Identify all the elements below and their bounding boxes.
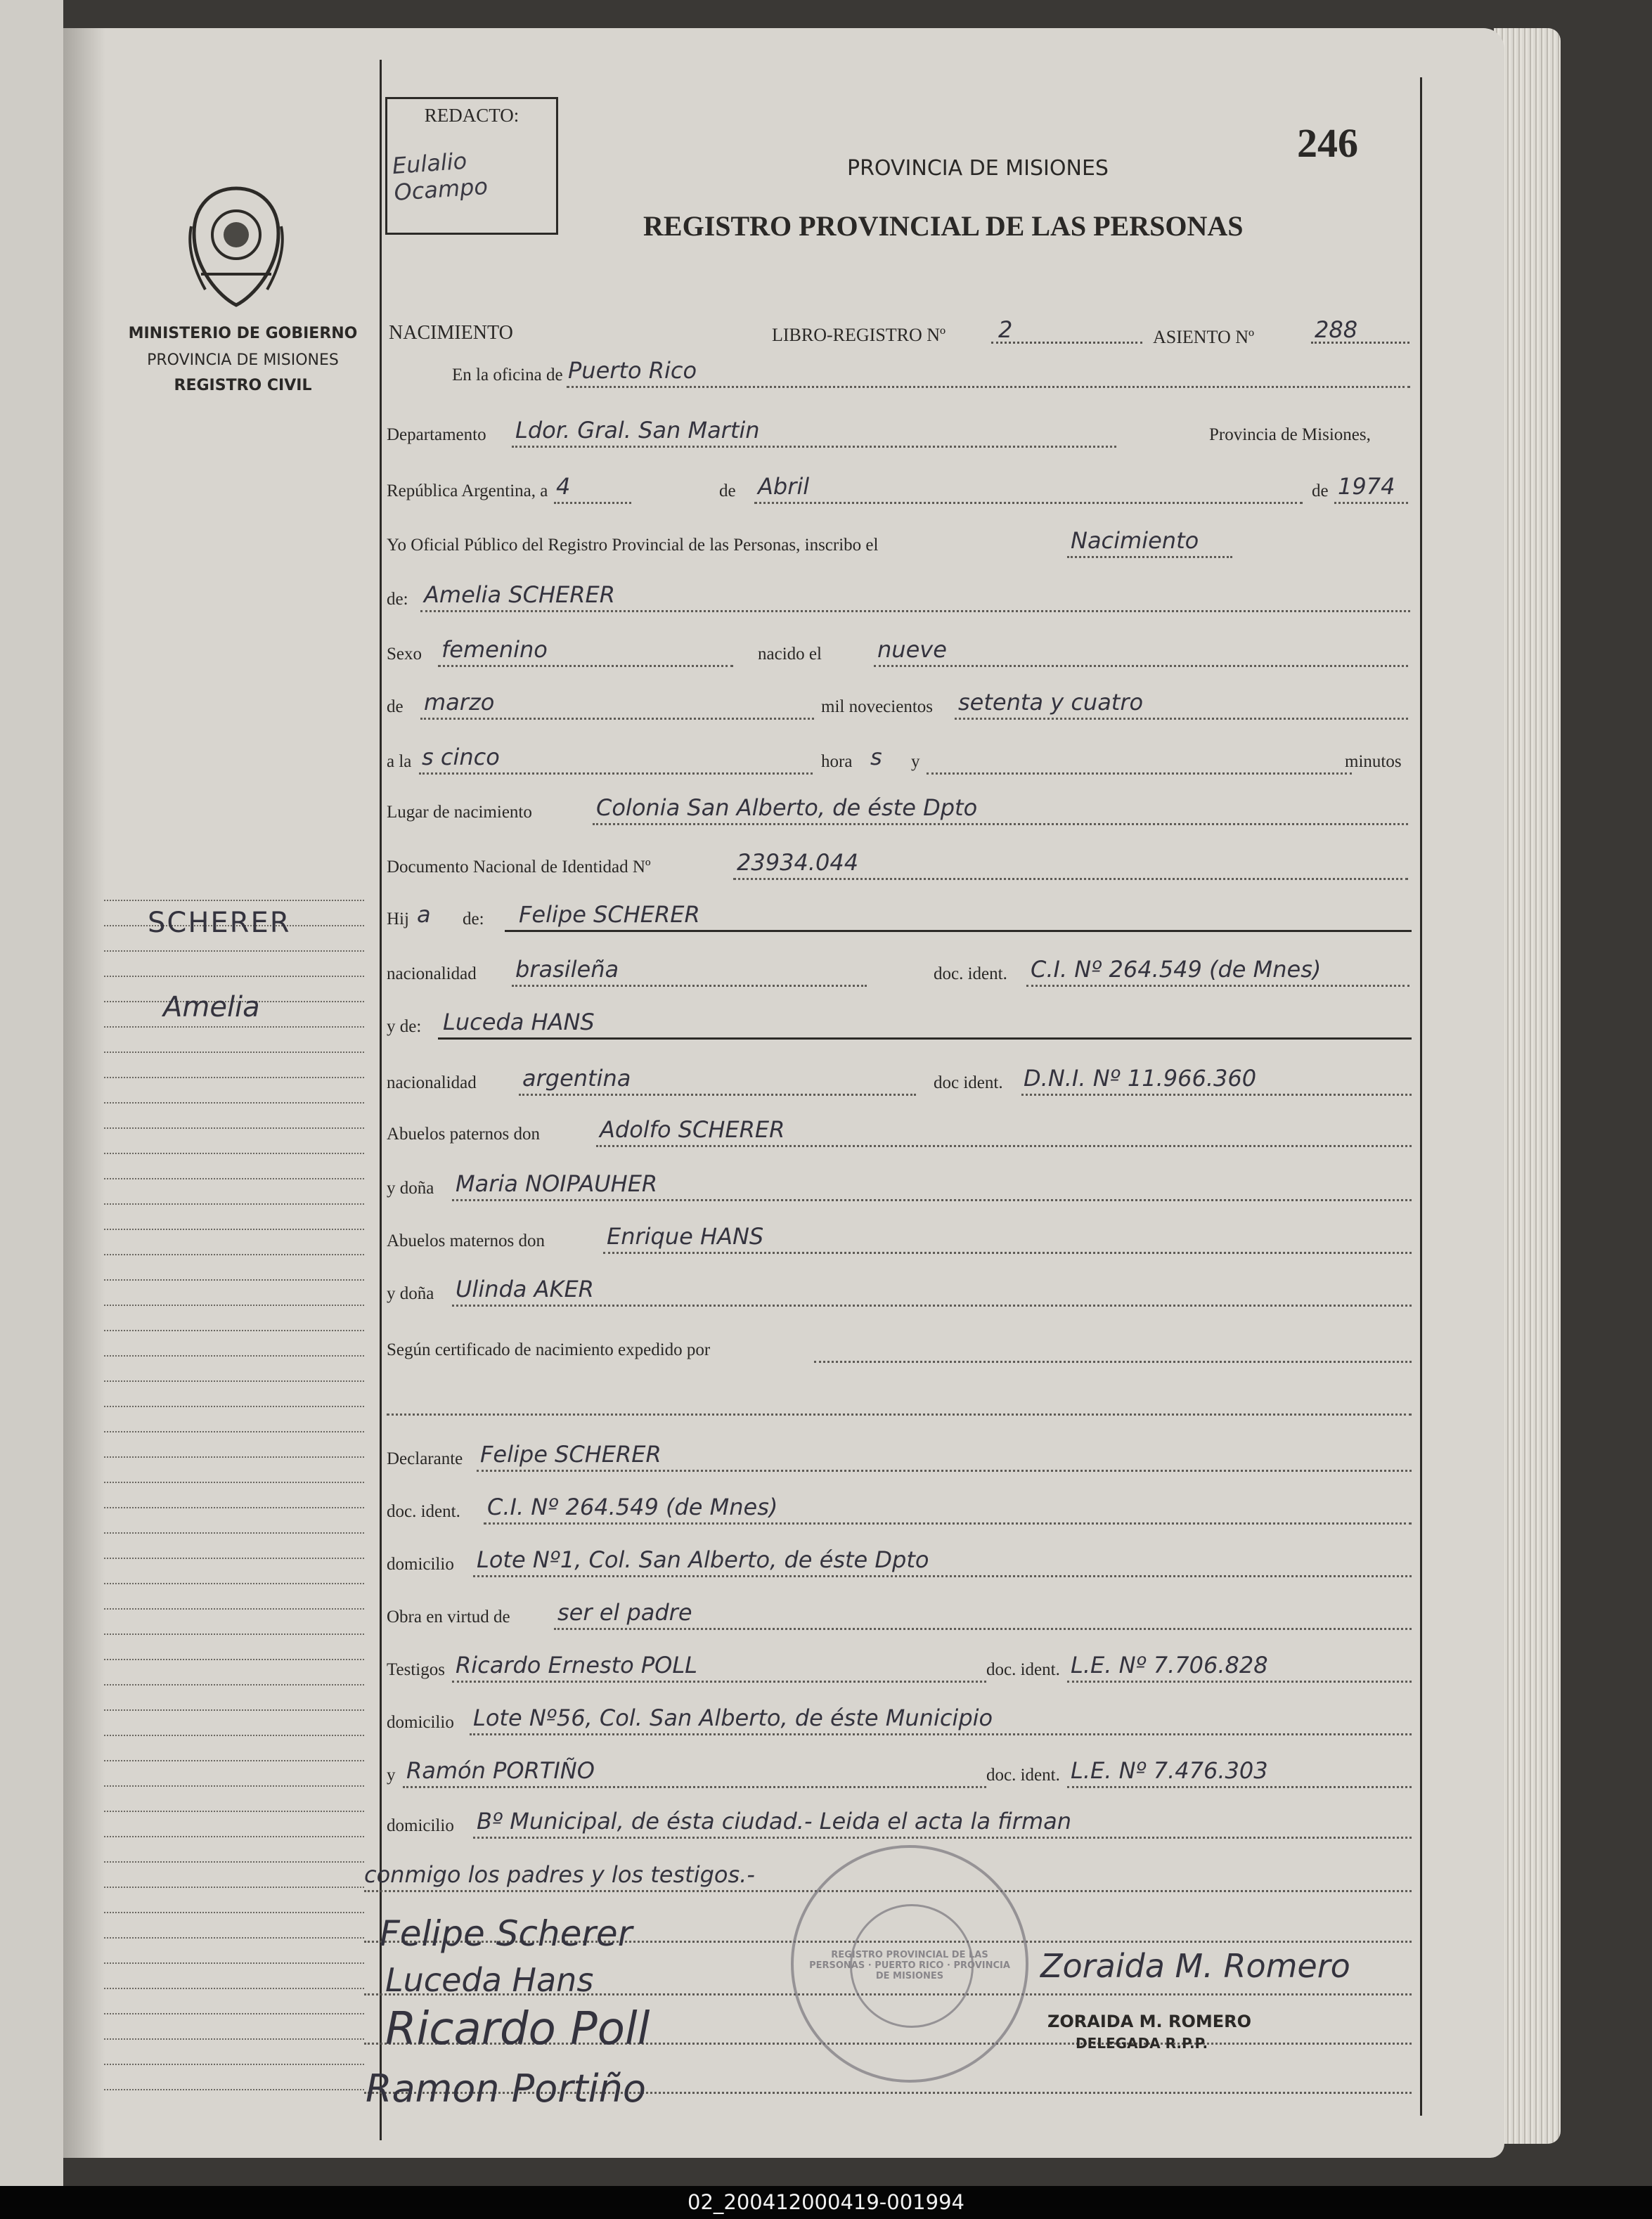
fill-line bbox=[387, 1413, 1412, 1416]
fill-line bbox=[814, 1361, 1412, 1363]
sidebar-rule bbox=[104, 1431, 364, 1432]
form-row bbox=[385, 901, 1408, 932]
field-label: mil novecientos bbox=[821, 697, 933, 716]
sidebar-rule bbox=[104, 1203, 364, 1205]
sidebar-rule bbox=[104, 1305, 364, 1306]
form-row bbox=[385, 1223, 1408, 1254]
sidebar-rule bbox=[104, 1330, 364, 1331]
form-row bbox=[385, 794, 1408, 825]
sidebar-rule bbox=[104, 1962, 364, 1964]
redacto-signature: Eulalio Ocampo bbox=[391, 147, 489, 206]
field-label: nacionalidad bbox=[387, 964, 477, 983]
official-title: DELEGADA R.P.P. bbox=[1076, 2035, 1208, 2052]
fill-line bbox=[1021, 1094, 1412, 1096]
right-frame-line bbox=[1420, 77, 1422, 2116]
sidebar-rule bbox=[104, 1102, 364, 1104]
form-row bbox=[385, 689, 1408, 720]
field-value: C.I. Nº 264.549 (de Mnes) bbox=[487, 1494, 778, 1520]
form-row bbox=[385, 1009, 1408, 1040]
sidebar-rule bbox=[104, 1861, 364, 1863]
fill-line bbox=[419, 772, 813, 775]
form-row bbox=[385, 1757, 1408, 1788]
fill-line bbox=[438, 665, 733, 667]
fill-line bbox=[452, 1199, 1412, 1201]
field-label: Declarante bbox=[387, 1449, 463, 1468]
field-label: doc. ident. bbox=[934, 964, 1007, 983]
sidebar-rule bbox=[104, 2064, 364, 2065]
field-label: de: bbox=[387, 590, 408, 609]
sidebar-rule bbox=[104, 1127, 364, 1129]
form-row bbox=[385, 357, 1408, 388]
fill-line bbox=[596, 1145, 1412, 1147]
form-row bbox=[385, 956, 1408, 987]
sidebar-rule bbox=[104, 1507, 364, 1508]
sidebar-rule bbox=[104, 2089, 364, 2090]
fill-line bbox=[593, 823, 1408, 825]
field-value: a bbox=[417, 901, 431, 928]
sidebar-rule bbox=[104, 1153, 364, 1154]
field-value: 1974 bbox=[1338, 473, 1395, 500]
sidebar-rule bbox=[104, 1836, 364, 1837]
sidebar-rule bbox=[104, 1887, 364, 1888]
field-value: nueve bbox=[877, 636, 947, 663]
sidebar-province: PROVINCIA DE MISIONES bbox=[147, 351, 339, 369]
field-label: nacionalidad bbox=[387, 1073, 477, 1092]
sidebar-surname: SCHERER bbox=[148, 907, 291, 939]
libro-label: LIBRO-REGISTRO Nº bbox=[772, 325, 946, 345]
field-value: L.E. Nº 7.476.303 bbox=[1071, 1757, 1268, 1784]
field-label: a la bbox=[387, 752, 412, 771]
field-label: y doña bbox=[387, 1179, 434, 1198]
fill-line bbox=[420, 610, 1410, 612]
sidebar-rule bbox=[104, 1532, 364, 1534]
field-label: domicilio bbox=[387, 1713, 454, 1732]
field-label: y de: bbox=[387, 1017, 422, 1036]
sidebar-rule bbox=[104, 1735, 364, 1736]
sidebar-rule bbox=[104, 1937, 364, 1939]
signature-mother: Luceda Hans bbox=[385, 1961, 594, 1999]
field-value: Enrique HANS bbox=[607, 1223, 764, 1250]
redacto-box bbox=[385, 97, 558, 235]
stamp-text: REGISTRO PROVINCIAL DE LAS PERSONAS · PUERTO RICO · PROVINCIA DE MISIONES bbox=[809, 1950, 1010, 1981]
field-value: C.I. Nº 264.549 (de Mnes) bbox=[1031, 956, 1322, 983]
sidebar-rule bbox=[104, 1785, 364, 1787]
act-type: NACIMIENTO bbox=[389, 322, 513, 344]
form-row bbox=[385, 1546, 1408, 1577]
field-label: Hij bbox=[387, 910, 409, 929]
field-value: L.E. Nº 7.706.828 bbox=[1071, 1652, 1268, 1678]
sidebar-rule bbox=[104, 1077, 364, 1078]
field-label: Departamento bbox=[387, 425, 486, 444]
page-number: 246 bbox=[1297, 120, 1358, 166]
field-value: marzo bbox=[424, 689, 495, 716]
sidebar-rule bbox=[104, 1380, 364, 1382]
signature-witness-2: Ramon Portiño bbox=[366, 2066, 646, 2111]
fill-line bbox=[554, 502, 631, 504]
fill-line bbox=[554, 1628, 1412, 1630]
field-label: Abuelos maternos don bbox=[387, 1231, 545, 1250]
field-label: doc. ident. bbox=[387, 1502, 460, 1521]
fill-line bbox=[420, 718, 814, 720]
fill-line bbox=[1334, 502, 1408, 504]
field-label: de: bbox=[463, 910, 484, 929]
sidebar-rule bbox=[104, 1229, 364, 1230]
field-label: Yo Oficial Público del Registro Provincial de las Personas, inscribo el bbox=[387, 536, 879, 555]
form-row bbox=[385, 1441, 1408, 1472]
field-value: 4 bbox=[556, 473, 571, 500]
sidebar-rule bbox=[104, 1583, 364, 1584]
field-value: setenta y cuatro bbox=[958, 689, 1144, 716]
registry-stamp bbox=[791, 1845, 1028, 2083]
field-value: Ldor. Gral. San Martin bbox=[515, 417, 760, 444]
field-label: domicilio bbox=[387, 1816, 454, 1835]
form-row bbox=[385, 1652, 1408, 1683]
fill-line bbox=[512, 985, 867, 987]
sidebar-rule bbox=[104, 1026, 364, 1028]
sidebar-rule bbox=[104, 1406, 364, 1407]
field-value: Maria NOIPAUHER bbox=[456, 1170, 658, 1197]
sidebar-rule bbox=[104, 1254, 364, 1255]
field-value: Lote Nº56, Col. San Alberto, de éste Municipio bbox=[473, 1704, 993, 1731]
redacto-label: REDACTO: bbox=[424, 105, 520, 126]
signature-witness-1: Ricardo Poll bbox=[385, 2003, 650, 2055]
field-label: Testigos bbox=[387, 1660, 445, 1679]
form-row bbox=[385, 473, 1408, 504]
fill-line bbox=[473, 1837, 1412, 1839]
sidebar-rule bbox=[104, 1988, 364, 1989]
field-value: s cinco bbox=[422, 744, 500, 770]
left-frame-line bbox=[380, 60, 382, 2140]
field-value: Ulinda AKER bbox=[456, 1276, 594, 1302]
sidebar-rule bbox=[104, 2013, 364, 2014]
libro-value: 2 bbox=[998, 316, 1013, 343]
field-value: Puerto Rico bbox=[568, 357, 697, 384]
field-label: Sexo bbox=[387, 645, 422, 664]
field-value: Felipe SCHERER bbox=[480, 1441, 662, 1468]
form-row bbox=[385, 636, 1408, 667]
sidebar-office: REGISTRO CIVIL bbox=[174, 377, 312, 394]
official-name: ZORAIDA M. ROMERO bbox=[1047, 2012, 1252, 2031]
fill-line bbox=[603, 1252, 1412, 1254]
sidebar-rule bbox=[104, 1684, 364, 1686]
field-label: hora bbox=[821, 752, 853, 771]
field-label: domicilio bbox=[387, 1555, 454, 1574]
asiento-label: ASIENTO Nº bbox=[1153, 327, 1255, 347]
sidebar-rule bbox=[104, 976, 364, 977]
fill-line bbox=[403, 1786, 986, 1788]
fill-line bbox=[519, 1094, 916, 1096]
field-value: Nacimiento bbox=[1071, 527, 1199, 554]
sidebar-rule bbox=[104, 1178, 364, 1179]
binding-fold bbox=[63, 28, 105, 2158]
header-province: PROVINCIA DE MISIONES bbox=[847, 156, 1109, 181]
signature-father: Felipe Scherer bbox=[380, 1913, 633, 1954]
fill-line bbox=[477, 1470, 1412, 1472]
form-row bbox=[385, 1704, 1408, 1735]
field-label: de bbox=[387, 697, 404, 716]
field-value: Ricardo Ernesto POLL bbox=[456, 1652, 697, 1678]
sidebar-rule bbox=[104, 1558, 364, 1559]
form-row bbox=[385, 1599, 1408, 1630]
fill-line bbox=[1067, 556, 1232, 558]
form-row bbox=[385, 1116, 1408, 1147]
sidebar-rule bbox=[104, 1052, 364, 1053]
sidebar-rule bbox=[104, 2038, 364, 2040]
fill-line bbox=[470, 1733, 1412, 1735]
form-row bbox=[385, 1332, 1408, 1363]
form-row bbox=[385, 1276, 1408, 1307]
field-value: Adolfo SCHERER bbox=[600, 1116, 785, 1143]
footer-filename: 02_200412000419-001994 bbox=[0, 2186, 1652, 2219]
field-label: doc. ident. bbox=[986, 1766, 1060, 1785]
field-value: Lote Nº1, Col. San Alberto, de éste Dpto bbox=[477, 1546, 929, 1573]
field-value: 23934.044 bbox=[737, 849, 859, 876]
fill-line bbox=[1067, 1681, 1412, 1683]
field-label: Documento Nacional de Identidad Nº bbox=[387, 858, 651, 876]
form-row bbox=[385, 527, 1408, 558]
fill-line bbox=[512, 446, 1116, 448]
form-row bbox=[385, 744, 1408, 775]
form-row bbox=[385, 1170, 1408, 1201]
fill-line bbox=[733, 878, 1408, 880]
field-label: Abuelos paternos don bbox=[387, 1125, 541, 1144]
field-label: Según certificado de nacimiento expedido por bbox=[387, 1340, 711, 1359]
form-row bbox=[385, 849, 1408, 880]
field-value: argentina bbox=[522, 1065, 631, 1092]
form-row bbox=[385, 417, 1408, 448]
sidebar-rule bbox=[104, 1709, 364, 1711]
fill-line bbox=[754, 502, 1303, 504]
field-label: de bbox=[719, 481, 736, 500]
fill-line bbox=[452, 1681, 986, 1683]
header-registry: REGISTRO PROVINCIAL DE LAS PERSONAS bbox=[643, 210, 1244, 242]
fill-line bbox=[1067, 1786, 1412, 1788]
field-value: Amelia SCHERER bbox=[424, 581, 615, 608]
fill-line bbox=[1026, 985, 1409, 987]
field-value: ser el padre bbox=[557, 1599, 692, 1626]
field-label: nacido el bbox=[758, 645, 822, 664]
field-label: de bbox=[1312, 481, 1329, 500]
field-label: doc. ident. bbox=[986, 1660, 1060, 1679]
fill-line bbox=[438, 1037, 1412, 1040]
fill-line bbox=[874, 665, 1408, 667]
sidebar-rule bbox=[104, 1811, 364, 1812]
field-value: D.N.I. Nº 11.966.360 bbox=[1024, 1065, 1257, 1092]
fill-line bbox=[567, 386, 1410, 388]
fill-line bbox=[955, 718, 1408, 720]
provincial-emblem-icon bbox=[184, 184, 288, 309]
fill-line bbox=[484, 1522, 1412, 1525]
sidebar-rule bbox=[104, 1912, 364, 1913]
form-row bbox=[385, 581, 1408, 612]
field-value: Abril bbox=[758, 473, 810, 500]
sidebar-rule bbox=[104, 1482, 364, 1483]
sidebar-rule bbox=[104, 900, 364, 901]
field-value: s bbox=[870, 744, 882, 770]
field-label: doc ident. bbox=[934, 1073, 1003, 1092]
field-value: conmigo los padres y los testigos.- bbox=[364, 1861, 755, 1888]
fill-line bbox=[927, 772, 1352, 775]
sidebar-given-name: Amelia bbox=[163, 991, 260, 1023]
sidebar-rule bbox=[104, 1279, 364, 1281]
sidebar-ministry: MINISTERIO DE GOBIERNO bbox=[128, 325, 358, 342]
field-value: Ramón PORTIÑO bbox=[406, 1757, 595, 1784]
sidebar-rule bbox=[104, 1355, 364, 1357]
field-label: Lugar de nacimiento bbox=[387, 803, 532, 822]
signature-official: Zoraida M. Romero bbox=[1040, 1947, 1350, 1985]
sidebar-rule bbox=[104, 1760, 364, 1761]
field-label: y doña bbox=[387, 1284, 434, 1303]
form-row bbox=[385, 1494, 1408, 1525]
sidebar-rule bbox=[104, 1608, 364, 1610]
sidebar-rule bbox=[104, 1659, 364, 1660]
form-row bbox=[385, 1065, 1408, 1096]
field-label: Obra en virtud de bbox=[387, 1607, 510, 1626]
field-value: Colonia San Alberto, de éste Dpto bbox=[596, 794, 978, 821]
field-label: En la oficina de bbox=[452, 365, 563, 384]
field-value: Luceda HANS bbox=[443, 1009, 595, 1035]
field-value: brasileña bbox=[515, 956, 619, 983]
fill-line bbox=[452, 1305, 1412, 1307]
field-label: República Argentina, a bbox=[387, 481, 548, 500]
libro-line bbox=[991, 342, 1142, 344]
field-label: minutos bbox=[1345, 752, 1402, 771]
form-row bbox=[385, 1385, 1408, 1416]
sidebar-rule bbox=[104, 1456, 364, 1458]
fill-line bbox=[473, 1575, 1412, 1577]
sidebar-rule bbox=[104, 950, 364, 952]
field-label: Provincia de Misiones, bbox=[1209, 425, 1371, 444]
form-row bbox=[385, 1808, 1408, 1839]
asiento-value: 288 bbox=[1315, 316, 1358, 343]
sidebar-rule bbox=[104, 1633, 364, 1635]
previous-page-edge bbox=[0, 0, 63, 2186]
field-value: Bº Municipal, de ésta ciudad.- Leida el acta la firman bbox=[477, 1808, 1071, 1835]
field-value: femenino bbox=[441, 636, 548, 663]
field-label: y bbox=[911, 752, 920, 771]
fill-line bbox=[505, 930, 1412, 932]
field-label: y bbox=[387, 1766, 396, 1785]
field-value: Felipe SCHERER bbox=[519, 901, 700, 928]
